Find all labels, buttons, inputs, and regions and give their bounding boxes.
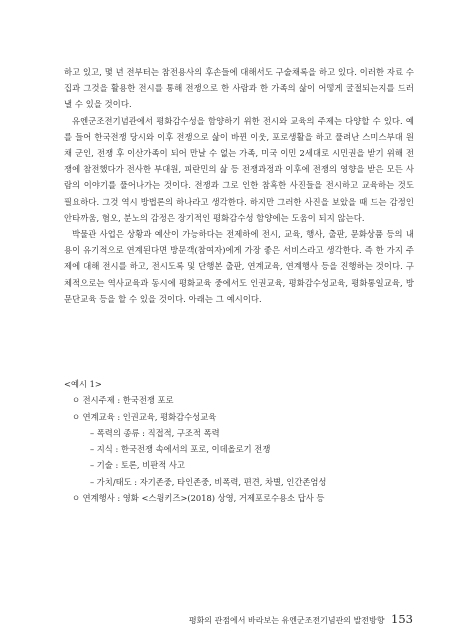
sub-list-item (64, 441, 414, 457)
list-item-text: 지식 : 한국전쟁 속에서의 포로, 이데올로기 전쟁 (96, 444, 271, 455)
list-item-text: 전시주제 : 한국전쟁 포로 (82, 395, 174, 406)
page-footer (189, 612, 413, 626)
list-item-text: 폭력의 종류 : 직접적, 구조적 폭력 (96, 427, 220, 438)
sub-list-item (64, 474, 414, 490)
page-number: 153 (391, 612, 413, 626)
sub-list-item (64, 425, 414, 441)
paragraph-2: 유엔군조전기념관에서 평화감수성을 함양하기 위한 전시와 교육의 주제는 다양할 수 있다. 예를 들어 한국전쟁 당시와 이후 전쟁으로 삶이 바뀐 이웃, 포로생활을 하고 풀려난 스미스부대 원 채 군인, 전쟁 후 이산가족이 되어 만날 수 없는 가족, 미국 이민 2세대로 시민권을 받기 위해 전쟁에 참전했다가 전사한 부대원, 피란민의 삶 등 전쟁과정과 이후에 전쟁의 영향을 받은 모든 사람의 이야기를 풀어나가는 것이다. 전쟁과 그로 인한 참혹한 사진들을 전시하고 교육하는 것도 필요하다. 그것 역시 방법론의 하나라고 생각한다. 하지만 그러한 사진을 보았을 때 드는 감정인 안타까움, 혐오, 분노의 감정은 장기적인 평화감수성 함양에는 도움이 되지 않는다. (64, 115, 414, 223)
body-text (64, 64, 414, 307)
example-box (64, 376, 414, 506)
list-item-text: 연계교육 : 인권교육, 평화감수성교육 (82, 411, 217, 422)
list-item-text: 가치/태도 : 자기존중, 타인존중, 비폭력, 편견, 차별, 인간존엄성 (96, 476, 327, 487)
dash-marker: – (90, 427, 95, 438)
dash-marker: – (90, 460, 95, 471)
bullet-marker: ㅇ (72, 493, 81, 504)
paragraph-3: 박물관 사업은 상황과 예산이 가능하다는 전제하에 전시, 교육, 행사, 출판, 문화상품 등의 내용이 유기적으로 연계된다면 방문객(참여자)에게 가장 좋은 서비스라고 생각한다. 즉 한 가지 주제에 대해 전시를 하고, 전시도록 및 단행본 출판, 연계교육, 연계행사 등을 진행하는 것이다. 구체적으로는 역사교육과 동시에 평화교육 중에서도 인권교육, 평화감수성교육, 평화통일교육, 방문단교육 등을 할 수 있을 것이다. 아래는 그 예시이다. (64, 229, 414, 304)
paragraph-1: 하고 있고, 몇 년 전부터는 참전용사의 후손들에 대해서도 구술채록을 하고 있다. 이러한 자료 수집과 그것을 활용한 전시를 통해 전쟁으로 한 사람과 한 가족의 삶이 어떻게 굴절되는지를 드러낼 수 있을 것이다. (64, 67, 414, 110)
list-item (64, 490, 414, 506)
dash-marker: – (90, 444, 95, 455)
list-item-text: 기술 : 토론, 비판적 사고 (96, 460, 185, 471)
list-item (64, 409, 414, 425)
example-title: <예시 1> (64, 379, 102, 389)
running-title: 평화의 관점에서 바라보는 유엔군조전기념관의 발전방향 (188, 616, 385, 625)
bullet-marker: ㅇ (72, 395, 81, 406)
list-item-text: 연계행사 : 영화 <스윙키즈>(2018) 상영, 거제포로수용소 답사 등 (82, 493, 325, 504)
list-item (64, 392, 414, 408)
sub-list-item (64, 457, 414, 473)
dash-marker: – (90, 476, 95, 487)
bullet-marker: ㅇ (72, 411, 81, 422)
